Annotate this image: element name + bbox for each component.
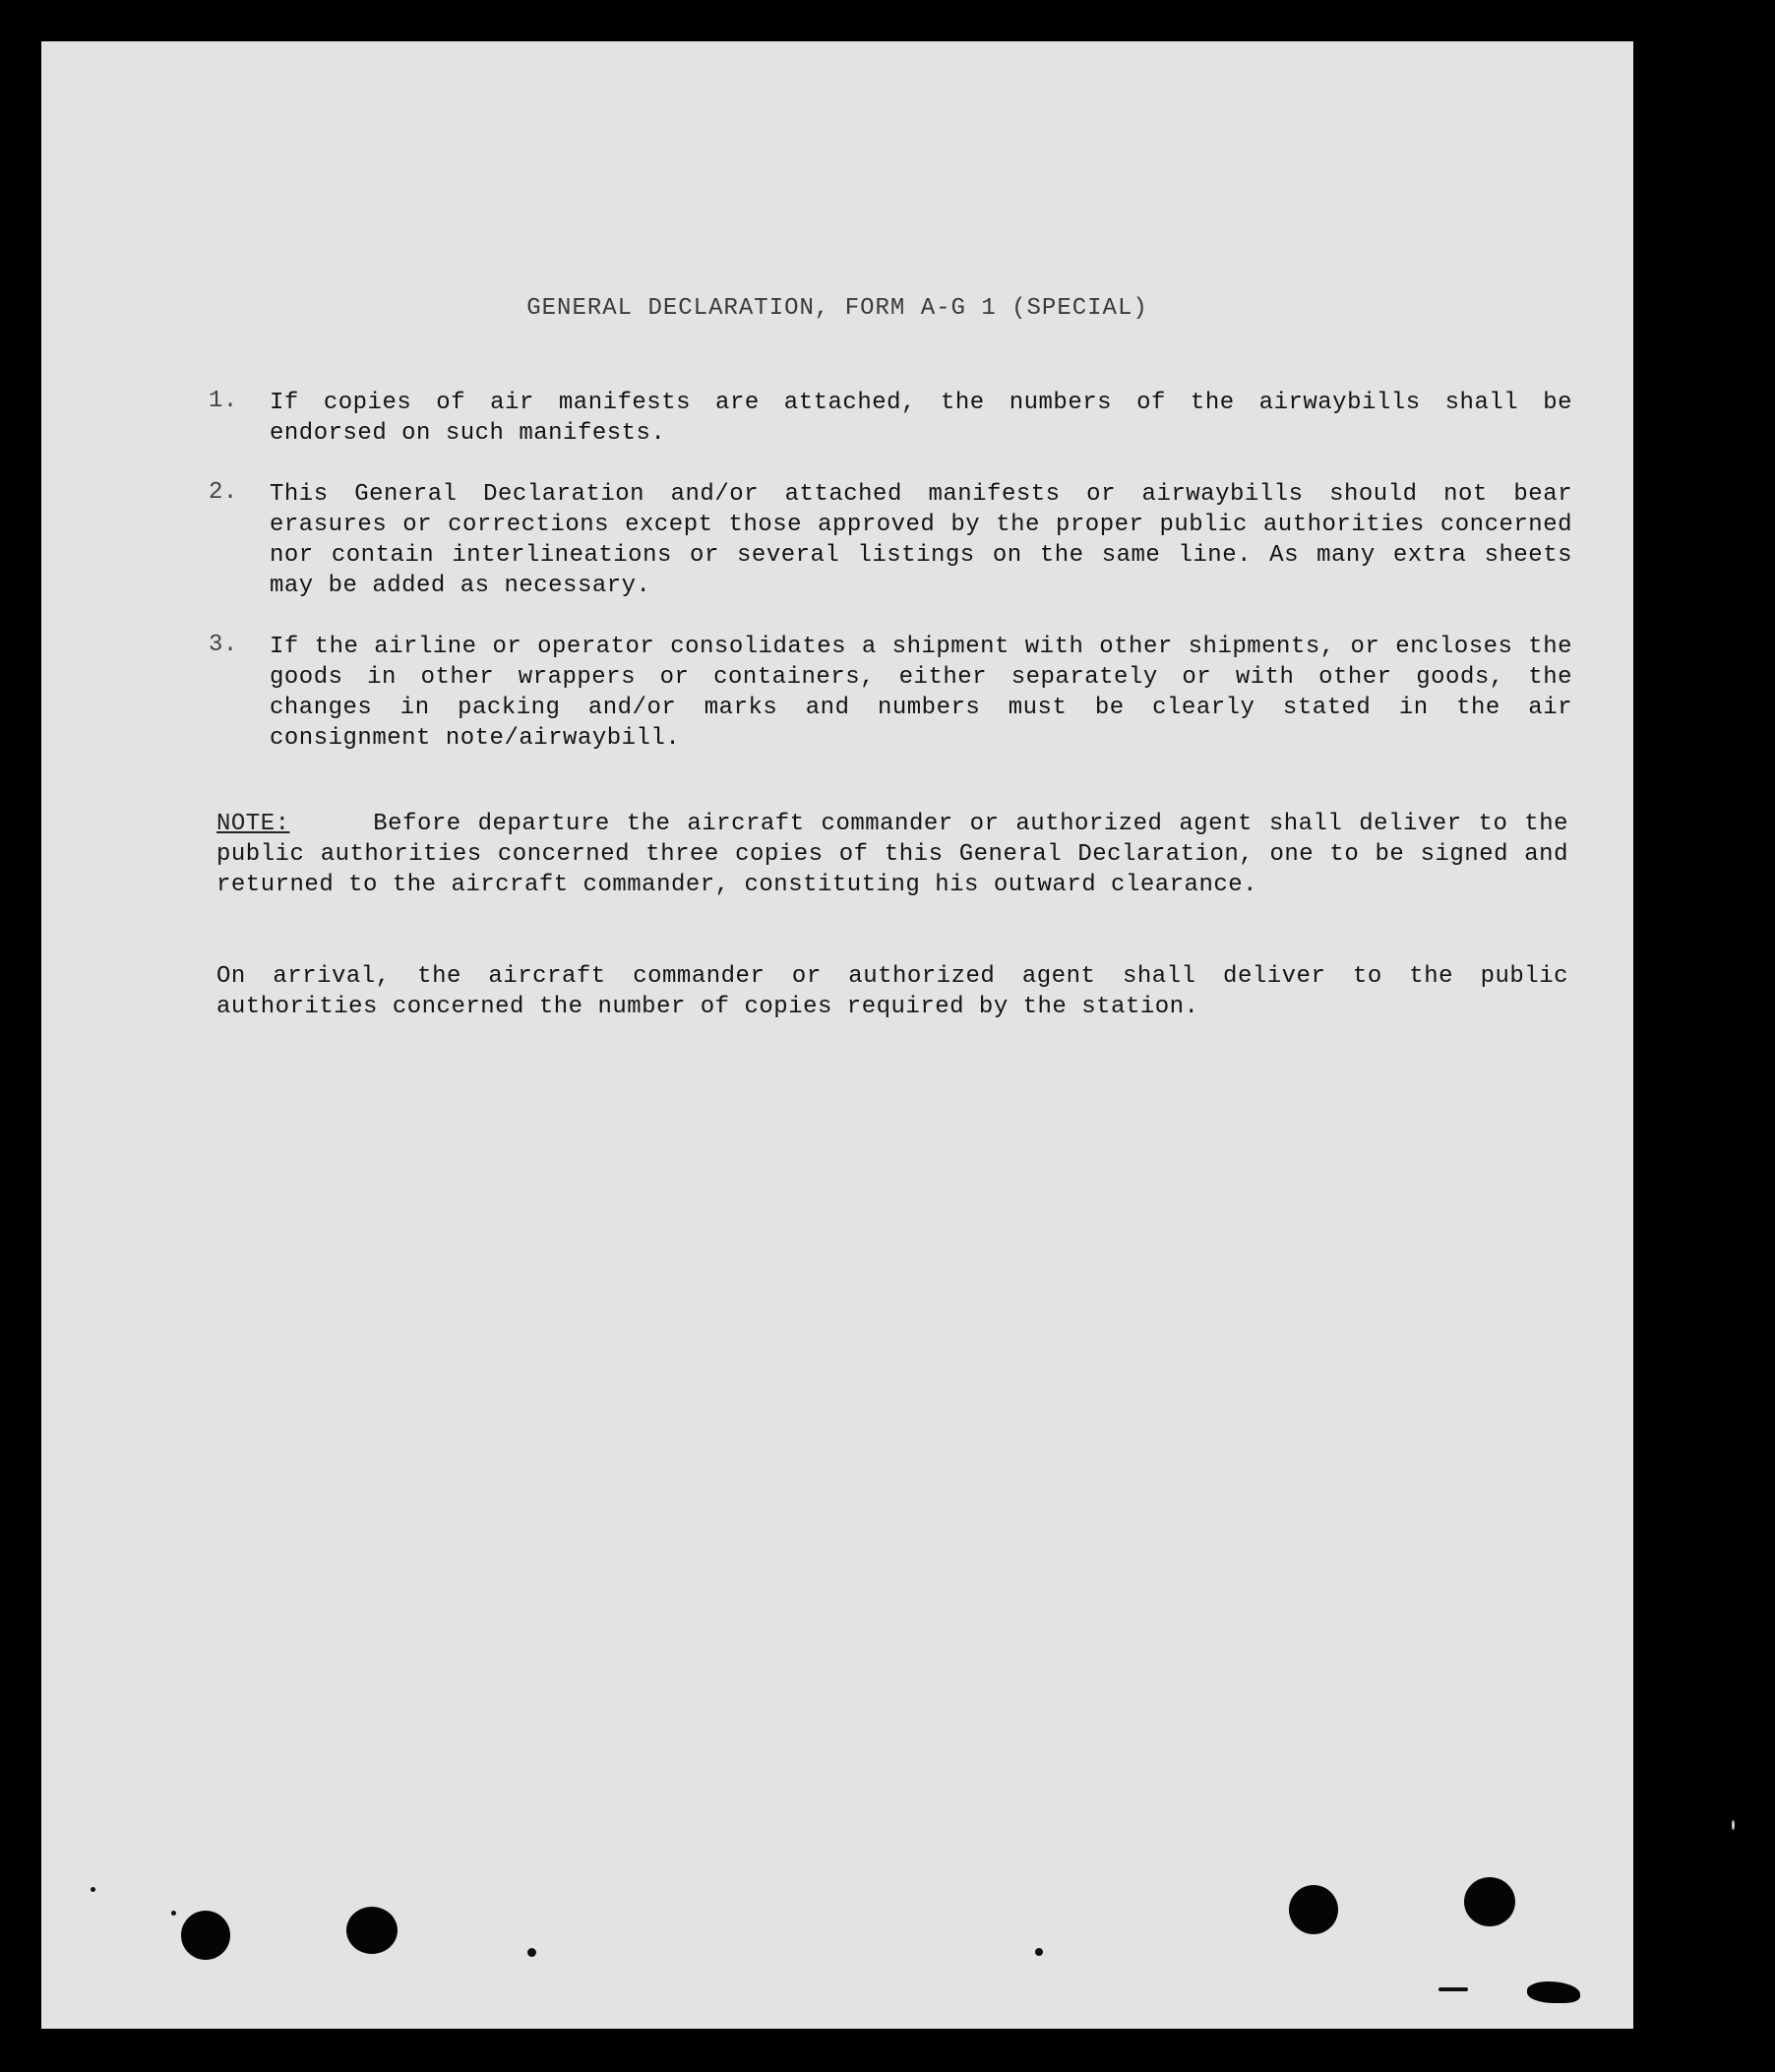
item-text: If the airline or operator consolidates a shipment with other shipments, or encloses the goods in other wrappers or containers, either separately or with other goods, the changes in packing and/or marks and numbers must be clearly stated in the air consignment note/airwaybill.	[270, 634, 1572, 752]
item-number: 2.	[209, 479, 238, 506]
note-paragraph	[216, 809, 1568, 900]
speck	[1035, 1948, 1043, 1956]
arrival-paragraph: On arrival, the aircraft commander or authorized agent shall deliver to the public authorities concerned the number of copies required by the station.	[216, 963, 1568, 1020]
punch-hole-mark	[181, 1911, 230, 1960]
list-item	[209, 479, 1572, 601]
list-item	[209, 632, 1572, 754]
list-item	[209, 388, 1572, 449]
punch-hole-mark	[346, 1907, 398, 1954]
edge-speck	[1732, 1820, 1735, 1830]
ink-smudge	[1527, 1981, 1580, 2003]
item-text: This General Declaration and/or attached manifests or airwaybills should not bear erasures or corrections except those approved by the proper public authorities concerned nor contain interlineations or several listings on the same line. As many extra sheets may be added as necessary.	[270, 481, 1572, 599]
punch-hole-mark	[1464, 1877, 1515, 1926]
punch-hole-mark	[1289, 1885, 1338, 1934]
speck	[171, 1911, 176, 1916]
speck	[527, 1948, 536, 1957]
speck	[91, 1887, 95, 1892]
document-title: GENERAL DECLARATION, FORM A-G 1 (SPECIAL)	[526, 295, 1148, 322]
item-number: 1.	[209, 388, 238, 414]
note-label: NOTE:	[216, 811, 290, 837]
item-text: If copies of air manifests are attached, the numbers of the airwaybills shall be endorsed on such manifests.	[270, 390, 1572, 447]
speck	[1438, 1987, 1468, 1991]
item-number: 3.	[209, 632, 238, 658]
document-page	[41, 41, 1633, 2029]
note-text: Before departure the aircraft commander or authorized agent shall deliver to the public authorities concerned three copies of this General Declaration, one to be signed and returned to the aircraft commander, constituting his outward clearance.	[216, 811, 1569, 898]
